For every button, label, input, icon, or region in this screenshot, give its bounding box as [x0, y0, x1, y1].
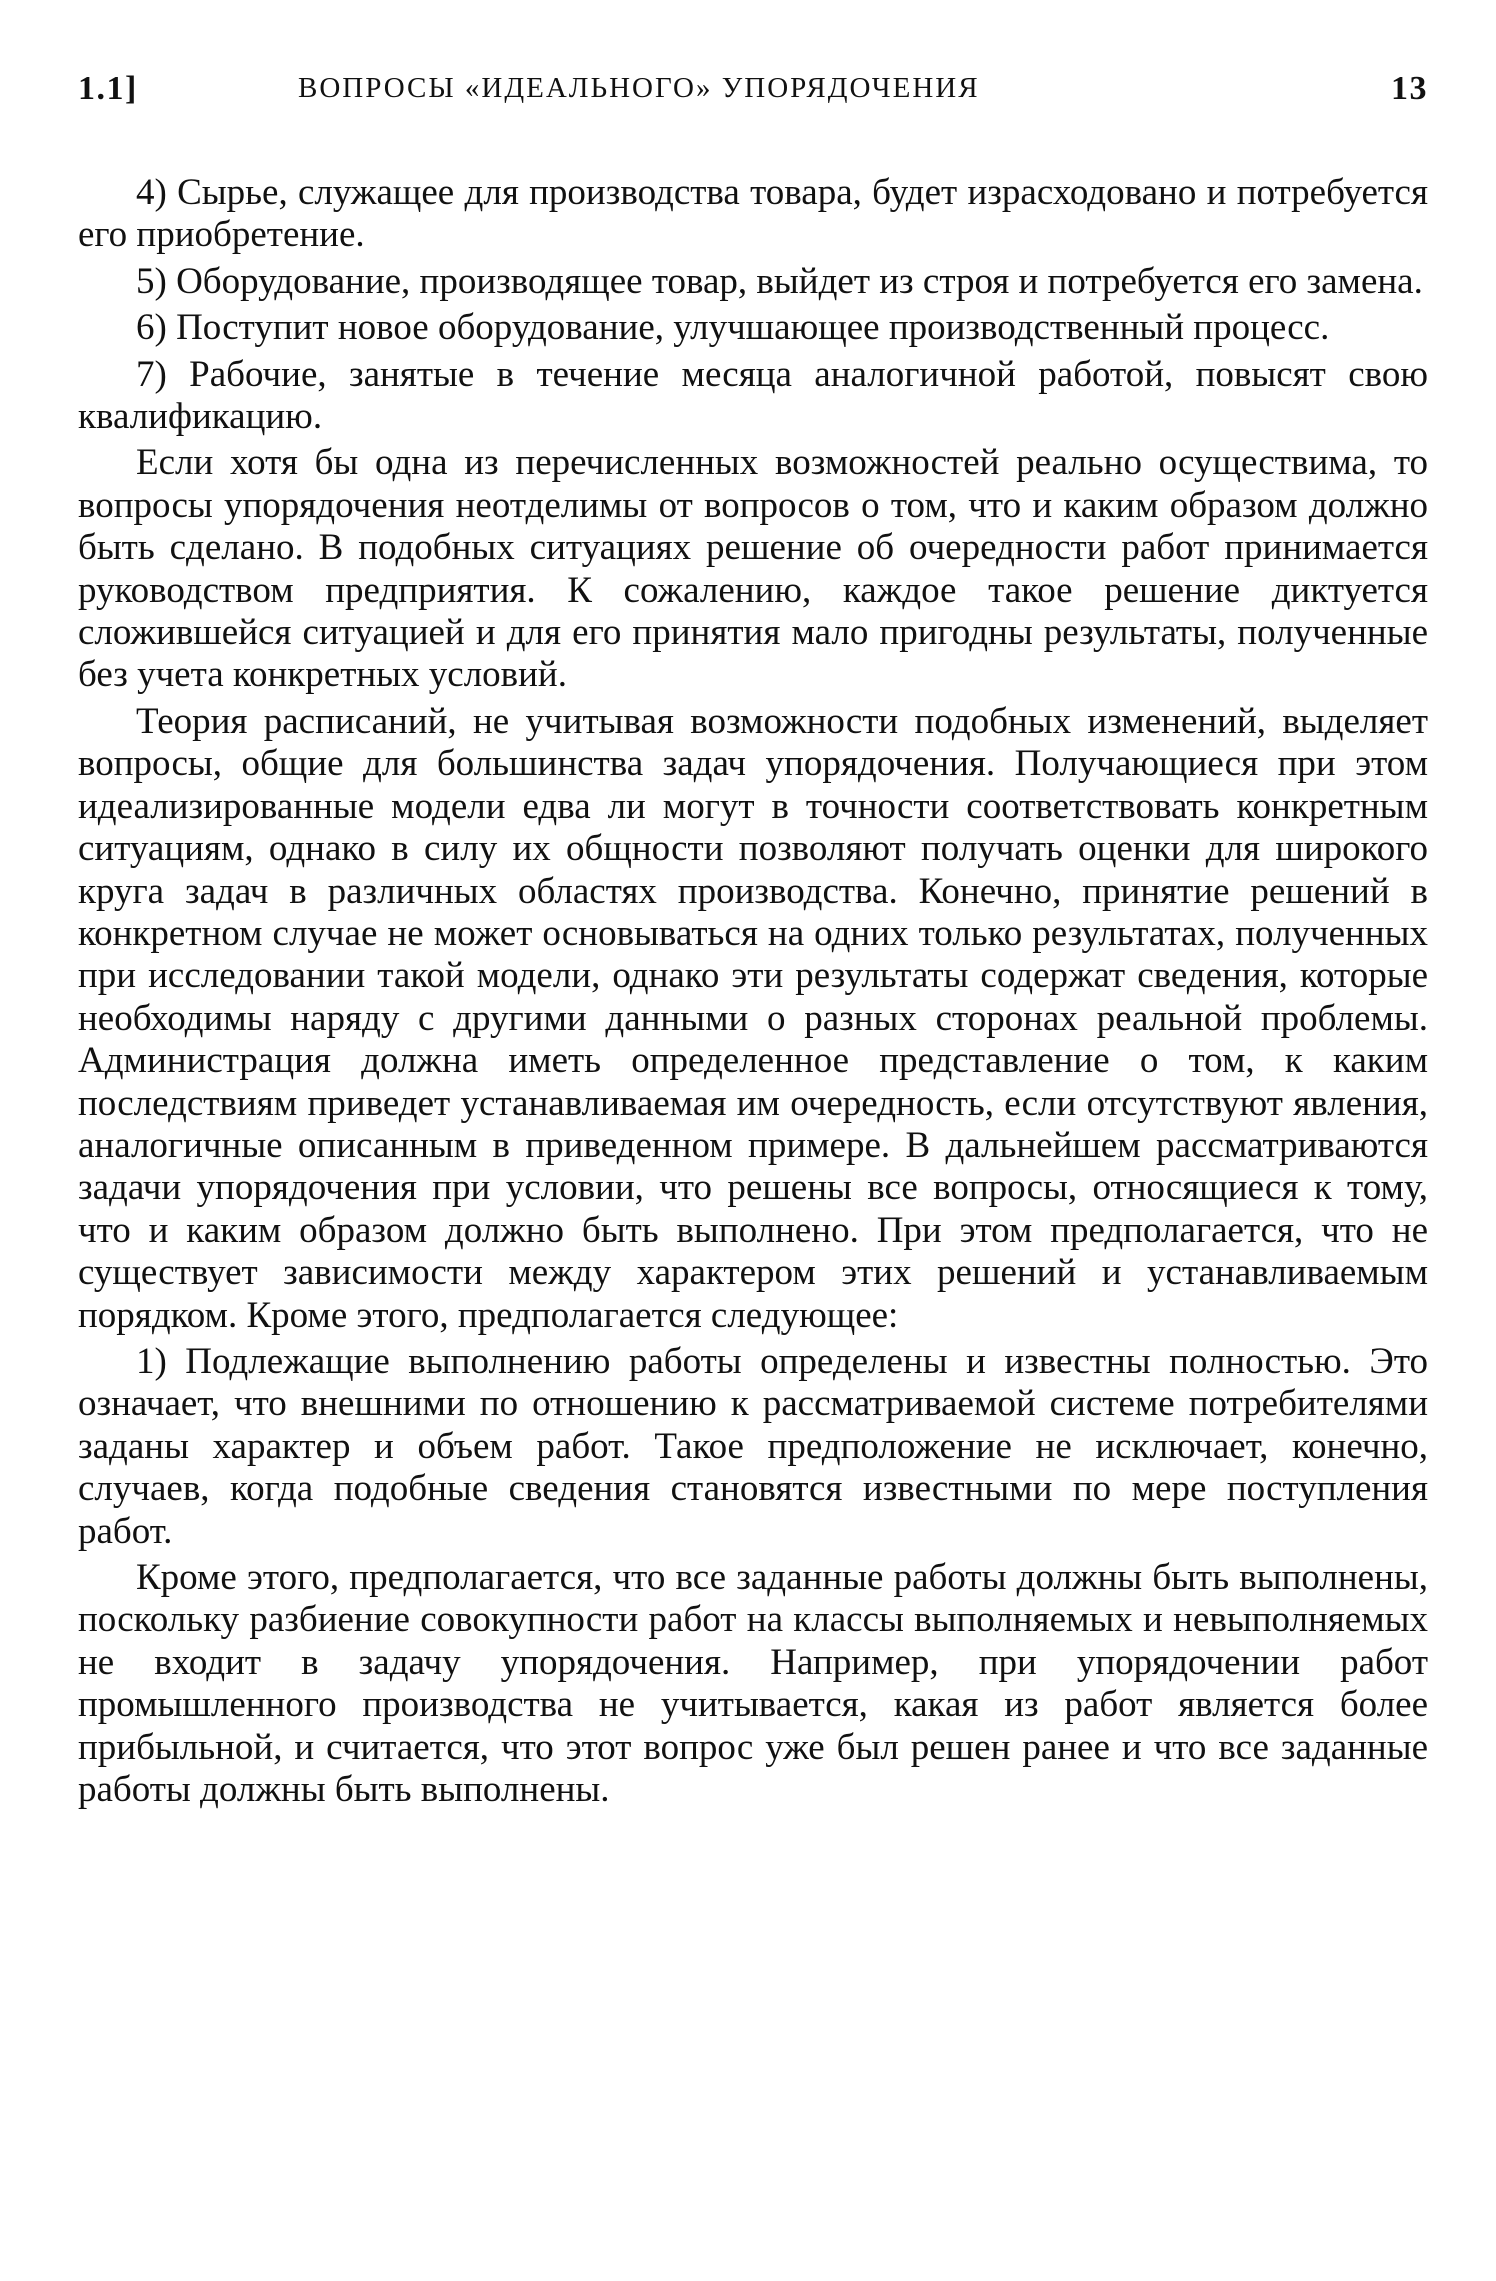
- paragraph-scheduling-theory: Теория расписаний, не учитывая возможности подобных изменений, выделяет вопросы, общие для большинства задач упорядочения. Получающиеся при этом идеализированные модели едва ли могут в точности соответствовать конкретным ситуациям, однако в силу их общности позволяют получать оценки для широкого круга задач в различных областях производства. Конечно, принятие решений в конкретном случае не может основываться на одних только результатах, полученных при исследовании такой модели, однако эти результаты содержат сведения, которые необходимы наряду с другими данными о разных сторонах реальной проблемы. Администрация должна иметь определенное представление о том, к каким последствиям приведет устанавливаемая им очередность, если отсутствуют явления, аналогичные описанным в приведенном примере. В дальнейшем рассматриваются задачи упорядочения при условии, что решены все вопросы, относящиеся к тому, что и каким образом должно быть выполнено. При этом предполагается, что не существует зависимости между характером этих решений и устанавливаемым порядком. Кроме этого, предполагается следующее:: [78, 700, 1428, 1336]
- section-number: 1.1]: [78, 70, 138, 107]
- book-page: [78, 62, 1428, 1815]
- running-head: [78, 62, 1428, 114]
- list-item-6: 6) Поступит новое оборудование, улучшающее производственный процесс.: [136, 307, 1330, 349]
- body-text: [78, 172, 1428, 1811]
- list-item-7: 7) Рабочие, занятые в течение месяца аналогичной работой, повысят свою квалификацию.: [78, 353, 1428, 438]
- list-item-4: 4) Сырье, служащее для производства товара, будет израсходовано и потребуется его приобретение.: [78, 172, 1428, 256]
- paragraph-feasibility: Если хотя бы одна из перечисленных возможностей реально осуществима, то вопросы упорядочения неотделимы от вопросов о том, что и каким образом должно быть сделано. В подобных ситуациях решение об очередности работ принимается руководством предприятия. К сожалению, каждое такое решение диктуется сложившейся ситуацией и для его принятия мало пригодны результаты, полученные без учета конкретных условий.: [78, 442, 1428, 696]
- paragraph-all-jobs: Кроме этого, предполагается, что все заданные работы должны быть выполнены, поскольку разбиение совокупности работ на классы выполняемых и невыполняемых не входит в задачу упорядочения. Например, при упорядочении работ промышленного производства не учитывается, какая из работ является более прибыльной, и считается, что этот вопрос уже был решен ранее и что все заданные работы должны быть выполнены.: [78, 1557, 1428, 1811]
- assumption-1: 1) Подлежащие выполнению работы определены и известны полностью. Это означает, что внешними по отношению к рассматриваемой системе потребителями заданы характер и объем работ. Такое предположение не исключает, конечно, случаев, когда подобные сведения становятся известными по мере поступления работ.: [78, 1340, 1428, 1552]
- running-title: ВОПРОСЫ «ИДЕАЛЬНОГО» УПОРЯДОЧЕНИЯ: [298, 72, 980, 104]
- page-number: 13: [1391, 70, 1428, 107]
- list-item-5: 5) Оборудование, производящее товар, выйдет из строя и потребуется его замена.: [136, 260, 1423, 302]
